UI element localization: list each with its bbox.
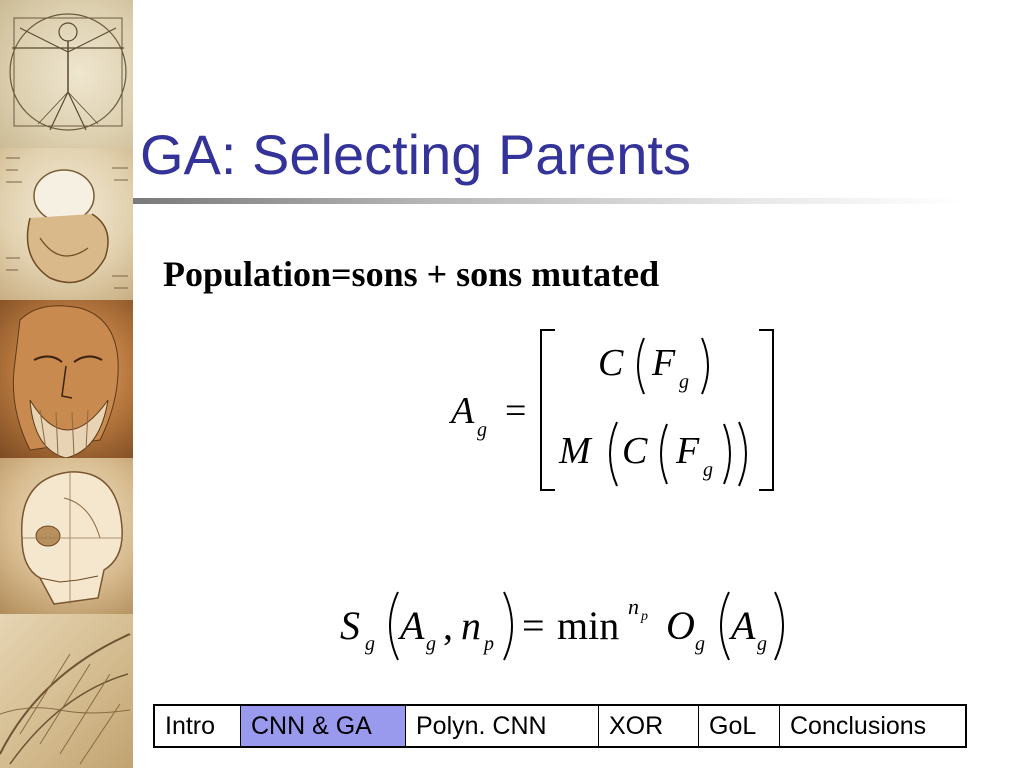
eq2-S: S xyxy=(340,603,360,648)
eq1-row1-F: F xyxy=(652,342,676,384)
eq1-row2-M: M xyxy=(559,430,591,472)
eq1-row1-C: C xyxy=(598,342,624,384)
fetus-sketch-image xyxy=(0,148,133,300)
eq1-row1-close-paren xyxy=(698,336,716,396)
nav-item-cnn-ga[interactable]: CNN & GA xyxy=(241,706,406,746)
slide-subtitle: Population=sons + sons mutated xyxy=(163,254,660,294)
nav-item-intro[interactable]: Intro xyxy=(155,706,241,746)
decorative-image-strip xyxy=(0,0,133,768)
eq1-row2-sub: g xyxy=(703,459,713,481)
title-divider xyxy=(133,198,963,204)
eq1-row1-open-paren xyxy=(630,336,648,396)
flying-machine-sketch-image xyxy=(0,614,133,768)
eq2-min-sup-n: n xyxy=(628,594,639,619)
eq2-n: n xyxy=(461,603,481,648)
eq2-min-sup-sub: p xyxy=(641,609,648,624)
eq1-row2-F: F xyxy=(676,430,700,472)
eq1-row2-C: C xyxy=(622,430,648,472)
eq2-close-paren-2 xyxy=(771,590,793,662)
eq1-row2-open-paren-inner xyxy=(653,422,671,486)
nav-item-polyn-cnn[interactable]: Polyn. CNN xyxy=(406,706,599,746)
eq2-S-sub: g xyxy=(365,633,375,655)
eq1-equals: = xyxy=(505,390,527,432)
eq2-comma: , xyxy=(443,603,453,648)
eq1-lhs-A: A xyxy=(451,390,475,432)
eq2-O: O xyxy=(666,603,695,648)
nav-item-conclusions[interactable]: Conclusions xyxy=(790,712,927,740)
slide-title: GA: Selecting Parents xyxy=(140,123,691,186)
eq1-row2-close-paren-outer xyxy=(735,420,755,488)
eq2-equals: = xyxy=(522,603,545,648)
eq2-open-paren-1 xyxy=(380,590,402,662)
eq2-open-paren-2 xyxy=(711,590,733,662)
eq1-lhs-sub: g xyxy=(477,419,487,441)
eq2-O-sub: g xyxy=(695,633,705,655)
vitruvian-man-image xyxy=(0,0,133,148)
eq2-n-sub: p xyxy=(484,633,494,655)
skull-sketch-image xyxy=(0,458,133,614)
eq1-row1-sub: g xyxy=(679,371,689,393)
section-nav-bar xyxy=(153,704,967,748)
eq2-min: min xyxy=(557,603,620,648)
eq2-A-sub: g xyxy=(426,633,436,655)
eq2-close-paren-1 xyxy=(500,590,522,662)
eq2-A2-sub: g xyxy=(757,633,767,655)
self-portrait-image xyxy=(0,300,133,458)
eq2-A2: A xyxy=(731,603,756,648)
nav-item-gol[interactable]: GoL xyxy=(699,706,780,746)
eq1-row2-open-paren-outer xyxy=(601,420,621,488)
eq2-A: A xyxy=(400,603,425,648)
nav-item-xor[interactable]: XOR xyxy=(599,706,699,746)
